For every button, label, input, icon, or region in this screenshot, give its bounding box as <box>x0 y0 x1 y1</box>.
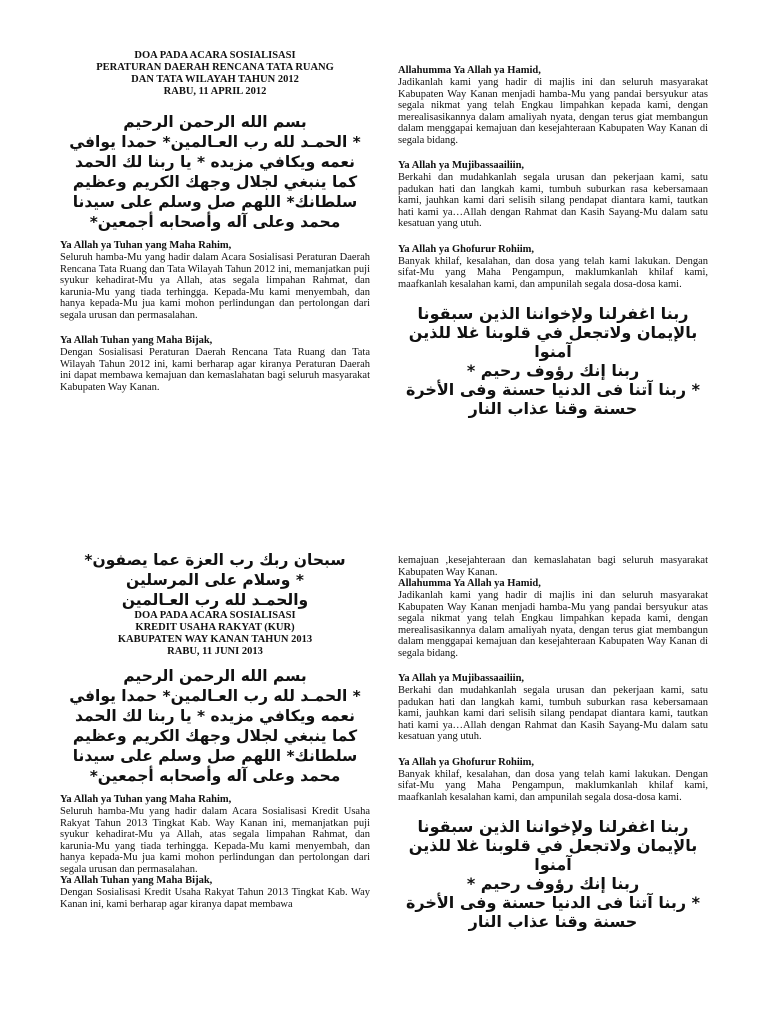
doc2-closing-arabic-line: حسنة وقنا عذاب النار <box>468 912 638 931</box>
doc2-right-heading: Ya Allah ya Mujibassaailiin, <box>398 673 525 684</box>
doc2-right-text: Berkahi dan mudahkanlah segala urusan dan pekerjaan kami, satu padukan hati dan langkah kami, tumbuh suburkan rasa kebersamaan kami, jauhkan kami dari selisih silang pendapat diantara kami, tautkan hati kami ya…Allah dengan Rahmat dan Kasih Sayang-Mu dalam satu kesatuan yang utuh. <box>398 685 708 742</box>
doc2-right-heading: Allahumma Ya Allah ya Hamid, <box>398 578 541 589</box>
doc2-right-heading: Ya Allah ya Ghofurur Rohiim, <box>398 756 535 768</box>
doc1-opening-arabic-line: محمد وعلى آله وأصحابه أجمعين* <box>89 213 341 231</box>
doc1-title-line: DAN TATA WILAYAH TAHUN 2012 <box>131 74 299 85</box>
doc2-right-column <box>398 555 708 931</box>
doc1-right-text: Banyak khilaf, kesalahan, dan dosa yang telah kami lakukan. Dengan sifat-Mu yang Maha Pengampun, maklumkanlah khilaf kami, maafkanlah kesalahan kami, dan ampunilah segala dosa-dosa kami. <box>398 255 708 290</box>
doc1-closing-arabic-line: ربنا اغفرلنا ولإخواننا الذين سبقونا <box>417 304 689 323</box>
doc1-closing-arabic-line: بالإيمان ولاتجعل في قلوبنا غلا للذين آمنوا <box>408 323 698 361</box>
doc1-opening-arabic-line: * الحمـد لله رب العـالمين* حمدا يوافي <box>69 133 361 151</box>
doc2-closing-arabic-line: والحمـد لله رب العـالمين <box>121 591 309 609</box>
doc2-opening-arabic-line: نعمه ويكافي مزيده * يا ربنا لك الحمد <box>75 707 355 725</box>
doc2-continuation-text: kemajuan ,kesejahteraan dan kemaslahatan bagi seluruh masyarakat Kabupaten Way Kanan. <box>398 555 708 578</box>
doc1-title-line: DOA PADA ACARA SOSIALISASI <box>134 50 296 61</box>
doc2-title-line: KABUPATEN WAY KANAN TAHUN 2013 <box>117 634 313 645</box>
doc2-section-text: Dengan Sosialisasi Kredit Usaha Rakyat Tahun 2013 Tingkat Kab. Way Kanan ini, kami berharap agar kiranya dapat membawa <box>60 887 370 910</box>
doc2-opening-arabic-line: بسم الله الرحمن الرحيم <box>123 667 307 685</box>
doc2-opening-arabic-line: محمد وعلى آله وأصحابه أجمعين* <box>89 767 341 785</box>
doc2-title-line: RABU, 11 JUNI 2013 <box>167 646 263 657</box>
doc1-opening-arabic-line: كما ينبغي لجلال وجهك الكريم وعظيم <box>72 173 358 191</box>
doc2-closing-arabic-line: بالإيمان ولاتجعل في قلوبنا غلا للذين آمنوا <box>408 836 698 874</box>
doc1-opening-arabic-line: بسم الله الرحمن الرحيم <box>123 113 307 131</box>
doc1-section-text: Dengan Sosialisasi Peraturan Daerah Rencana Tata Ruang dan Tata Wilayah Tahun 2012 ini, kami berharap agar kiranya Peraturan Daerah ini dapat membawa kemajuan dan kemaslahatan bagi seluruh masyarakat Kabupaten Way Kanan. <box>60 347 370 393</box>
doc1-right-heading: Ya Allah ya Mujibassaailiin, <box>398 160 525 171</box>
doc2-section-heading: Ya Allah Tuhan yang Maha Bijak, <box>60 875 213 886</box>
doc1-section-heading: Ya Allah Tuhan yang Maha Bijak, <box>60 335 213 346</box>
doc2-closing-arabic-line: ربنا اغفرلنا ولإخواننا الذين سبقونا <box>417 817 689 836</box>
doc1-title-line: PERATURAN DAERAH RENCANA TATA RUANG <box>96 62 334 73</box>
doc1-closing-arabic-line: * ربنا آتنا فى الدنيا حسنة وفى الأخرة <box>405 380 701 399</box>
doc2-closing-arabic-line: ربنا إنك رؤوف رحيم * <box>466 874 640 893</box>
doc1-section-text: Seluruh hamba-Mu yang hadir dalam Acara Sosialisasi Peraturan Daerah Rencana Tata Ruang dan Tata Wilayah Tahun 2012 ini, memanjatkan puji syukur kehadirat-Mu ya Allah, atas segala limpahan Rahmat, dan karunia-Mu yang tiada terhingga. Kepada-Mu kami menyembah, dan hanya kepada-Mu jua kami mohon perlindungan dan pertolongan dari segala urusan dan permasalahan. <box>60 252 370 321</box>
doc2-closing-arabic-line: * وسلام على المرسلين <box>126 571 304 589</box>
doc1-closing-arabic-line: ربنا إنك رؤوف رحيم * <box>466 361 640 380</box>
doc1-closing-arabic-line: حسنة وقنا عذاب النار <box>468 399 638 418</box>
doc2-section-heading: Ya Allah ya Tuhan yang Maha Rahim, <box>60 794 232 805</box>
doc2-right-text: Banyak khilaf, kesalahan, dan dosa yang telah kami lakukan. Dengan sifat-Mu yang Maha Pengampun, maklumkanlah khilaf kami, maafkanlah kesalahan kami, dan ampunilah segala dosa-dosa kami. <box>398 768 708 803</box>
doc1-right-text: Jadikanlah kami yang hadir di majlis ini dan seluruh masyarakat Kabupaten Way Kanan menjadi hamba-Mu yang pandai bersyukur atas segala nikmat yang telah Engkau limpahkan kepada kami, dengan merealisasikannya dalam amaliyah nyata, dengan terus giat membangun dalam menggapai kemajuan dan kesejahteraan Kabupaten Way Kanan di segala bidang. <box>398 77 708 146</box>
doc2-left-column <box>60 550 370 910</box>
doc2-opening-arabic-line: * الحمـد لله رب العـالمين* حمدا يوافي <box>69 687 361 705</box>
doc2-opening-arabic-line: كما ينبغي لجلال وجهك الكريم وعظيم <box>72 727 358 745</box>
doc1-section-heading: Ya Allah ya Tuhan yang Maha Rahim, <box>60 240 232 251</box>
doc1-opening-arabic-line: سلطانك* اللهم صل وسلم على سيدنا <box>72 193 358 211</box>
doc2-section-text: Seluruh hamba-Mu yang hadir dalam Acara Sosialisasi Kredit Usaha Rakyat Tahun 2013 Tingkat Kab. Way Kanan ini, memanjatkan puji syukur kehadirat-Mu ya Allah, atas segala limpahan Rahmat, dan karunia-Mu yang tiada terhingga. Kepada-Mu kami menyembah, dan hanya kepada-Mu jua kami mohon perlindungan dan pertolongan dari segala urusan dan permasalahan. <box>60 806 370 875</box>
doc2-right-text: Jadikanlah kami yang hadir di majlis ini dan seluruh masyarakat Kabupaten Way Kanan menjadi hamba-Mu yang pandai bersyukur atas segala nikmat yang telah Engkau limpahkan kepada kami, dengan merealisasikannya dalam amaliyah nyata, dengan terus giat membangun dalam menggapai kemajuan dan kesejahteraan Kabupaten Way Kanan di segala bidang. <box>398 590 708 659</box>
doc1-right-column <box>398 65 708 418</box>
doc1-right-heading: Ya Allah ya Ghofurur Rohiim, <box>398 243 535 255</box>
doc2-title-line: DOA PADA ACARA SOSIALISASI <box>134 610 296 621</box>
doc1-title-line: RABU, 11 APRIL 2012 <box>163 86 267 97</box>
doc2-closing-arabic-line: * ربنا آتنا فى الدنيا حسنة وفى الأخرة <box>405 893 701 912</box>
doc1-right-text: Berkahi dan mudahkanlah segala urusan dan pekerjaan kami, satu padukan hati dan langkah kami, tumbuh suburkan rasa kebersamaan kami, jauhkan kami dari selisih silang pendapat diantara kami, tautkan hati kami ya…Allah dengan Rahmat dan Kasih Sayang-Mu dalam satu kesatuan yang utuh. <box>398 172 708 229</box>
doc1-left-column <box>60 50 370 393</box>
doc2-closing-arabic-line: سبحان ربك رب العزة عما يصفون* <box>84 551 346 569</box>
doc1-opening-arabic-line: نعمه ويكافي مزيده * يا ربنا لك الحمد <box>75 153 355 171</box>
doc1-right-heading: Allahumma Ya Allah ya Hamid, <box>398 65 541 76</box>
doc2-title-line: KREDIT USAHA RAKYAT (KUR) <box>135 622 295 633</box>
doc2-opening-arabic-line: سلطانك* اللهم صل وسلم على سيدنا <box>72 747 358 765</box>
